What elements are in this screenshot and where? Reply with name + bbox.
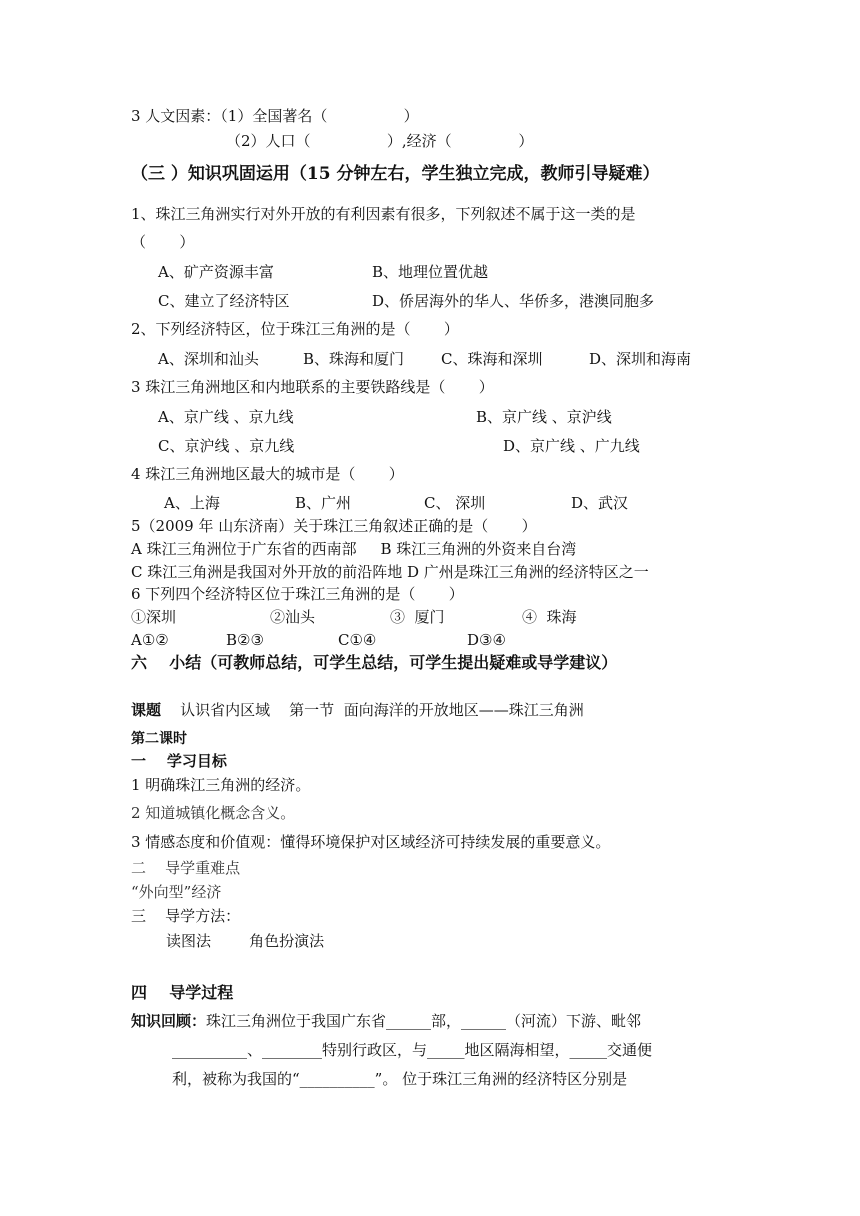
question-6-option-c: C①④ <box>338 631 377 649</box>
question-2-option-d: D、深圳和海南 <box>589 350 692 368</box>
question-6-item-4: ④ 珠海 <box>522 608 577 626</box>
review-line-3: 利，被称为我国的“__________”。 位于珠江三角洲的经济特区分别是 <box>172 1070 628 1088</box>
question-2-option-a: A、深圳和汕头 <box>158 350 259 368</box>
method-heading: 三 导学方法： <box>131 907 241 925</box>
question-6-item-1: ①深圳 <box>131 608 177 626</box>
question-6-option-a: A①② <box>131 631 169 649</box>
question-6-stem: 6 下列四个经济特区位于珠江三角洲的是（ ） <box>131 585 464 603</box>
review-label: 知识回顾： <box>131 1012 207 1030</box>
consolidation-heading: （三 ）知识巩固运用（15 分钟左右，学生独立完成，教师引导疑难） <box>131 164 660 184</box>
question-5-options-cd: C 珠江三角洲是我国对外开放的前沿阵地 D 广州是珠江三角洲的经济特区之一 <box>131 563 649 581</box>
question-2-stem: 2、下列经济特区，位于珠江三角洲的是（ ） <box>131 320 459 338</box>
question-1-option-a: A、矿产资源丰富 <box>158 263 274 281</box>
goals-heading: 一 学习目标 <box>131 752 227 770</box>
question-6-item-3: ③ 厦门 <box>390 608 445 626</box>
question-4-option-c: C、 深圳 <box>424 494 486 512</box>
lesson-title-label: 课题 <box>131 701 162 719</box>
method-text: 读图法 角色扮演法 <box>166 932 325 950</box>
question-1-option-d: D、侨居海外的华人、华侨多，港澳同胞多 <box>372 292 655 310</box>
review-text-1: 珠江三角洲位于我国广东省______部，______（河流）下游、毗邻 <box>206 1012 642 1030</box>
question-4-option-d: D、武汉 <box>571 494 629 512</box>
humanities-factor-line-2: （2）人口（ ）,经济（ ） <box>226 132 534 150</box>
review-line-2: __________、________特别行政区，与_____地区隔海相望，_____交通便 <box>172 1041 653 1059</box>
lesson-title-row <box>131 700 584 720</box>
question-6-option-b: B②③ <box>226 631 264 649</box>
question-5-options-ab: A 珠江三角洲位于广东省的西南部 B 珠江三角洲的外资来自台湾 <box>131 540 577 558</box>
question-3-option-a: A、京广线 、京九线 <box>158 408 294 426</box>
question-1-option-c: C、建立了经济特区 <box>158 292 290 310</box>
question-2-option-c: C、珠海和深圳 <box>441 350 543 368</box>
key-points-text: “外向型”经济 <box>131 883 222 901</box>
humanities-factor-line-1: 3 人文因素：（1）全国著名（ ） <box>131 107 419 125</box>
question-3-stem: 3 珠江三角洲地区和内地联系的主要铁路线是（ ） <box>131 378 494 396</box>
question-4-option-b: B、广州 <box>295 494 352 512</box>
lesson-period: 第二课时 <box>131 731 187 747</box>
question-1-option-b: B、地理位置优越 <box>372 263 489 281</box>
review-line-1 <box>131 1011 641 1031</box>
question-1-answer-paren: （ ） <box>131 233 195 251</box>
process-heading: 四 导学过程 <box>131 983 234 1002</box>
question-6-option-d: D③④ <box>467 631 506 649</box>
goal-3: 3 情感态度和价值观：懂得环境保护对区域经济可持续发展的重要意义。 <box>131 833 611 851</box>
goal-2: 2 知道城镇化概念含义。 <box>131 804 296 822</box>
goal-1: 1 明确珠江三角洲的经济。 <box>131 776 311 794</box>
question-2-option-b: B、珠海和厦门 <box>303 350 405 368</box>
question-1-stem: 1、珠江三角洲实行对外开放的有利因素有很多，下列叙述不属于这一类的是 <box>131 205 636 223</box>
question-5-stem: 5（2009 年 山东济南）关于珠江三角叙述正确的是（ ） <box>131 517 537 535</box>
lesson-title-text: 认识省内区域 第一节 面向海洋的开放地区——珠江三角洲 <box>180 701 584 719</box>
key-points-heading: 二 导学重难点 <box>131 859 241 877</box>
question-3-option-c: C、京沪线 、京九线 <box>158 437 295 455</box>
question-3-option-d: D、京广线 、广九线 <box>503 437 640 455</box>
question-6-item-2: ②汕头 <box>270 608 316 626</box>
question-4-option-a: A、上海 <box>164 494 220 512</box>
question-3-option-b: B、京广线 、京沪线 <box>476 408 612 426</box>
question-4-stem: 4 珠江三角洲地区最大的城市是（ ） <box>131 465 404 483</box>
summary-heading: 六 小结（可教师总结，可学生总结，可学生提出疑难或导学建议） <box>131 653 618 672</box>
